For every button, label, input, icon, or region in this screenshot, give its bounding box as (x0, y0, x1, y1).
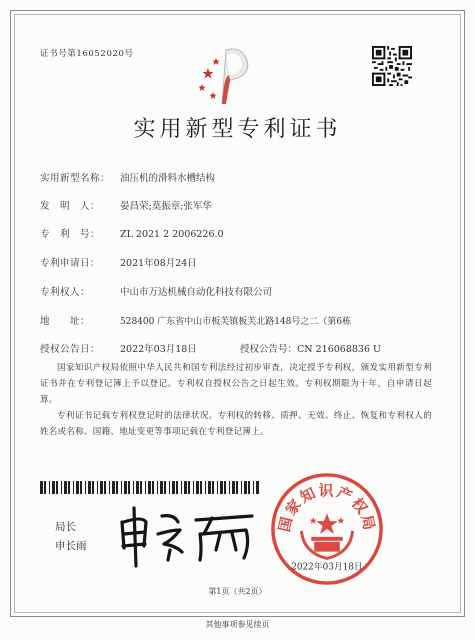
paragraph-legal-status: 专利证书记载专利权登记时的法律状况。专利权的转移、质押、无效、终止、恢复和专利权人的姓名或名称、国籍、地址变更等事项记载在专利登记簿上。 (40, 411, 432, 437)
paragraph-grant-statement: 国家知识产权局依照中华人民共和国专利法经过初步审查，决定授予专利权，颁发实用新型专利证书并在专利登记簿上予以登记。专利权自授权公告之日起生效。专利权期限为十年，自申请日起算。 (40, 363, 432, 405)
signatory-name: 申长雨 (55, 540, 87, 552)
field-filing-date (40, 255, 197, 269)
field-utility-model-name (40, 170, 215, 184)
field-label: 地 址： (40, 316, 91, 327)
field-patent-number (40, 226, 224, 240)
field-label: 发 明 人： (40, 201, 101, 212)
footer-note: 其他事项参见续页 (205, 620, 270, 629)
field-inventor (40, 198, 212, 212)
signatory-title: 局长 (55, 521, 76, 533)
field-value: 晏昌荣;莫振章;张军华 (120, 201, 212, 212)
certificate-number: 证书号第16052020号 (40, 49, 134, 59)
qr-code-icon (372, 46, 412, 86)
field-address (40, 313, 351, 327)
field-label: 授权公告号： (240, 344, 298, 355)
field-patentee (40, 284, 272, 298)
field-label: 授权公告日： (40, 344, 101, 355)
field-value: 中山市万达机械自动化科技有限公司 (120, 287, 273, 298)
seal-text: 国家知识产权局 (276, 482, 378, 534)
field-grant-date (40, 341, 197, 355)
field-value: 528400 广东省中山市板芙镇板芙北路148号之二（第6栋 (120, 317, 352, 327)
field-value: 2022年03月18日 (120, 344, 197, 355)
barcode-icon (40, 481, 260, 494)
seal-date: 2022年03月18日 (291, 562, 363, 573)
field-value: 油压机的滑料水槽结构 (120, 173, 216, 184)
cnipa-logo-icon (196, 46, 266, 108)
field-grant-number (240, 341, 381, 355)
field-label: 专利申请日： (40, 258, 101, 269)
field-value: CN 216068836 U (297, 344, 382, 355)
field-value: 2021年08月24日 (120, 258, 197, 269)
certificate-title: 实用新型专利证书 (133, 117, 342, 142)
handwritten-signature-icon (112, 500, 262, 572)
field-label: 专 利 号： (40, 229, 101, 240)
field-value: ZL 2021 2 2006226.0 (120, 229, 224, 240)
field-label: 专利权人： (40, 287, 91, 298)
page-number: 第1页（共2页） (208, 587, 267, 596)
official-seal-icon (268, 470, 386, 588)
field-label: 实用新型名称： (40, 173, 111, 184)
